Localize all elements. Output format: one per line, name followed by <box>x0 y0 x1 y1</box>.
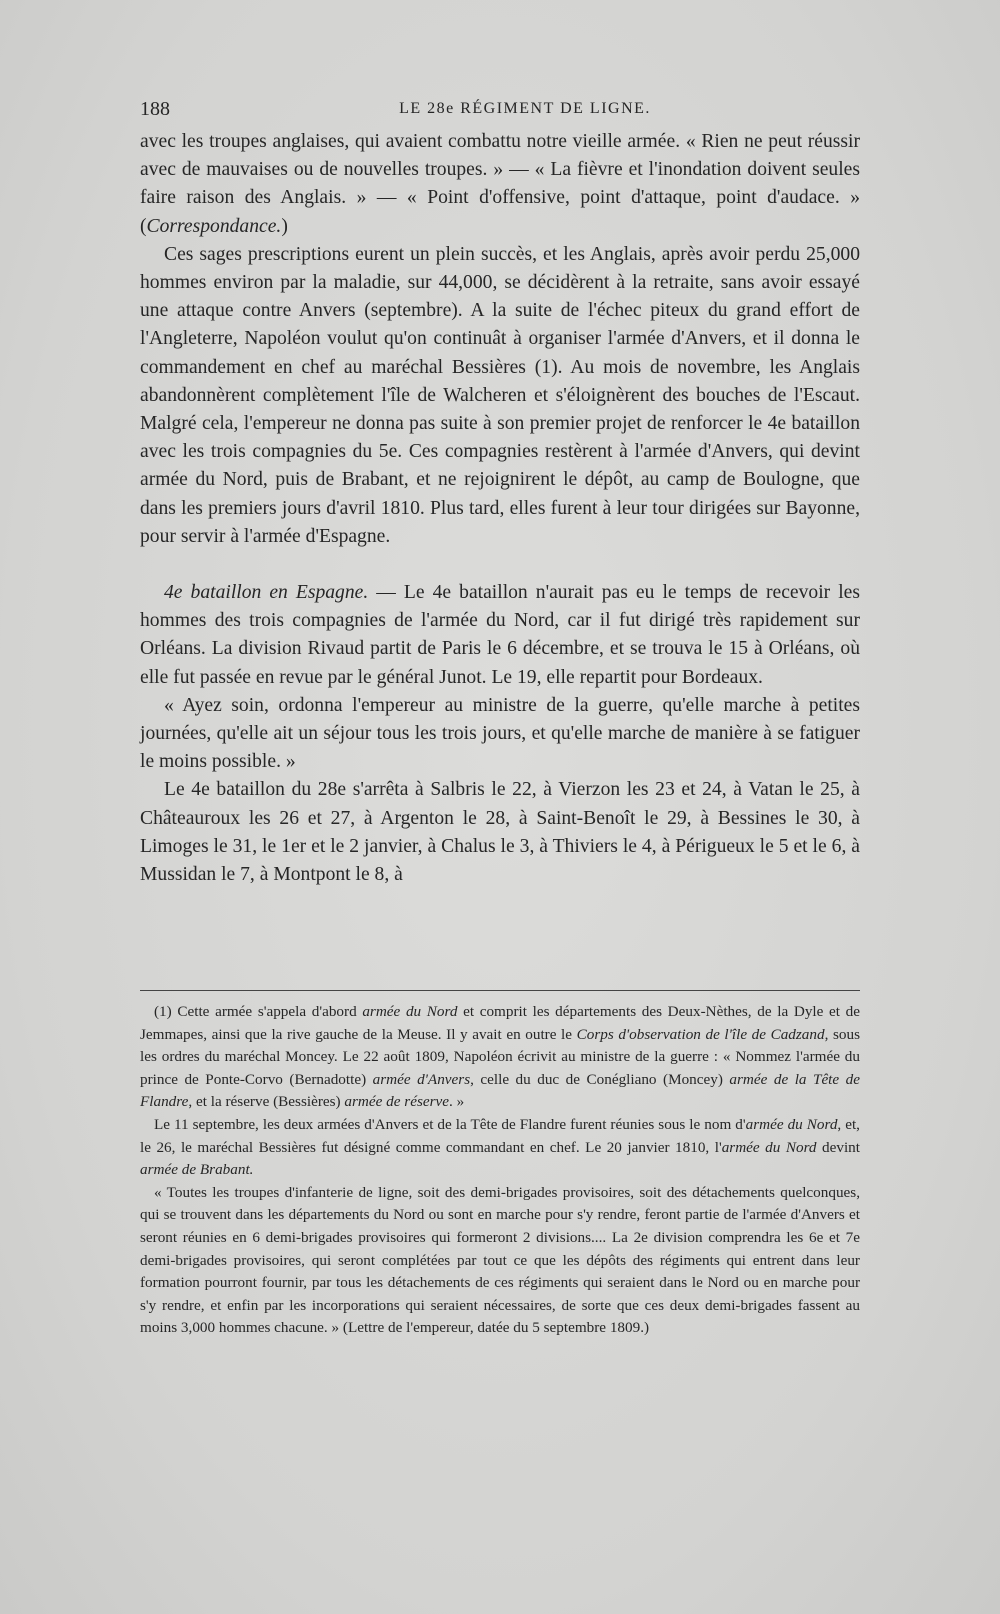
running-title: LE 28e RÉGIMENT DE LIGNE. <box>399 100 651 117</box>
paragraph-5: Le 4e bataillon du 28e s'arrêta à Salbris le 22, à Vierzon les 23 et 24, à Vatan le 25, à Châteauroux les 26 et 27, à Argenton le 28, à Saint-Benoît le 29, à Bessines le 30, à Limoges le 31, le 1er et le 2 janvier, à Chalus le 3, à Thiviers le 4, à Périgueux le 5 et le 6, à Mussidan le 7, à Montpont le 8, à <box>140 779 860 886</box>
footnote-1: (1) Cette armée s'appela d'abord armée du Nord et comprit les départements des Deux-Nèthes, de la Dyle et de Jemmapes, ainsi que la rive gauche de la Meuse. Il y avait en outre le Corps d'observation de l'île de Cadzand, sous les ordres du maréchal Moncey. Le 22 août 1809, Napoléon écrivit au ministre de la guerre : « Nommez l'armée du prince de Ponte-Corvo (Bernadotte) armée d'Anvers, celle du duc de Conégliano (Moncey) armée de la Tête de Flandre, et la réserve (Bessières) armée de réserve. » <box>140 1003 860 1111</box>
source-citation: Correspondance. <box>146 215 282 237</box>
footnote-divider <box>140 990 860 991</box>
footnote-2: Le 11 septembre, les deux armées d'Anvers et de la Tête de Flandre furent réunies sous le nom d'armée du Nord, et, le 26, le maréchal Bessières fut désigné comme commandant en chef. Le 20 janvier 1810, l'armée du Nord devint armée de Brabant. <box>140 1115 860 1179</box>
footnotes <box>140 1001 860 1340</box>
section-heading: 4e bataillon en Espagne. <box>164 582 369 604</box>
paragraph-4: « Ayez soin, ordonna l'empereur au ministre de la guerre, qu'elle marche à petites journées, qu'elle ait un séjour tous les trois jours, et qu'elle marche de manière à se fatiguer le moins possible. » <box>140 694 860 773</box>
page-header <box>140 98 880 128</box>
paragraph-3: 4e bataillon en Espagne. — Le 4e bataillon n'aurait pas eu le temps de recevoir les hommes des trois compagnies de l'armée du Nord, car il fut dirigé très rapidement sur Orléans. La division Rivaud partit de Paris le 6 décembre, et se trouva le 15 à Orléans, où elle fut passée en revue par le général Junot. Le 19, elle repartit pour Bordeaux. <box>140 582 860 688</box>
paragraph-2: Ces sages prescriptions eurent un plein succès, et les Anglais, après avoir perdu 25,000 hommes environ par la maladie, sur 44,000, se décidèrent à la retraite, sans avoir essayé une attaque contre Anvers (septembre). A la suite de l'échec piteux du grand effort de l'Angleterre, Napoléon voulut qu'on continuât à organiser l'armée d'Anvers, et il donna le commandement en chef au maréchal Bessières (1). Au mois de novembre, les Anglais abandonnèrent complètement l'île de Walcheren et s'éloignèrent des bouches de l'Escaut. Malgré cela, l'empereur ne donna pas suite à son premier projet de renforcer le 4e bataillon avec les trois compagnies du 5e. Ces compagnies restèrent à l'armée d'Anvers, qui devint armée du Nord, puis de Brabant, et ne rejoignirent le dépôt, au camp de Boulogne, que dans les premiers jours d'avril 1810. Plus tard, elles furent à leur tour dirigées sur Bayonne, pour servir à l'armée d'Espagne. <box>140 243 860 547</box>
main-text <box>140 128 860 889</box>
paragraph-1: avec les troupes anglaises, qui avaient combattu notre vieille armée. « Rien ne peut réussir avec de mauvaises ou de nouvelles troupes. » — « La fièvre et l'inondation doivent seules faire raison des Anglais. » — « Point d'offensive, point d'attaque, point d'audace. » (Correspondance.) <box>140 131 860 237</box>
page-number: 188 <box>140 98 170 120</box>
footnote-3: « Toutes les troupes d'infanterie de ligne, soit des demi-brigades provisoires, soit des détachements quelconques, qui se trouvent dans les départements du Nord ou sont en marche pour s'y rendre, feront partie de l'armée d'Anvers et seront réunies en 6 demi-brigades provisoires qui formeront 2 divisions.... La 2e division comprendra les 6e et 7e demi-brigades provisoires, qui seront complétées par tout ce que les dépôts des régiments qui entrent dans leur formation pourront fournir, par tous les détachements de ces régiments qui seraient dans le Nord ou en marche pour s'y rendre, et enfin par les incorporations qui seraient nécessaires, de sorte que ces deux demi-brigades fassent au moins 3,000 hommes chacune. » (Lettre de l'empereur, datée du 5 septembre 1809.) <box>140 1183 860 1337</box>
